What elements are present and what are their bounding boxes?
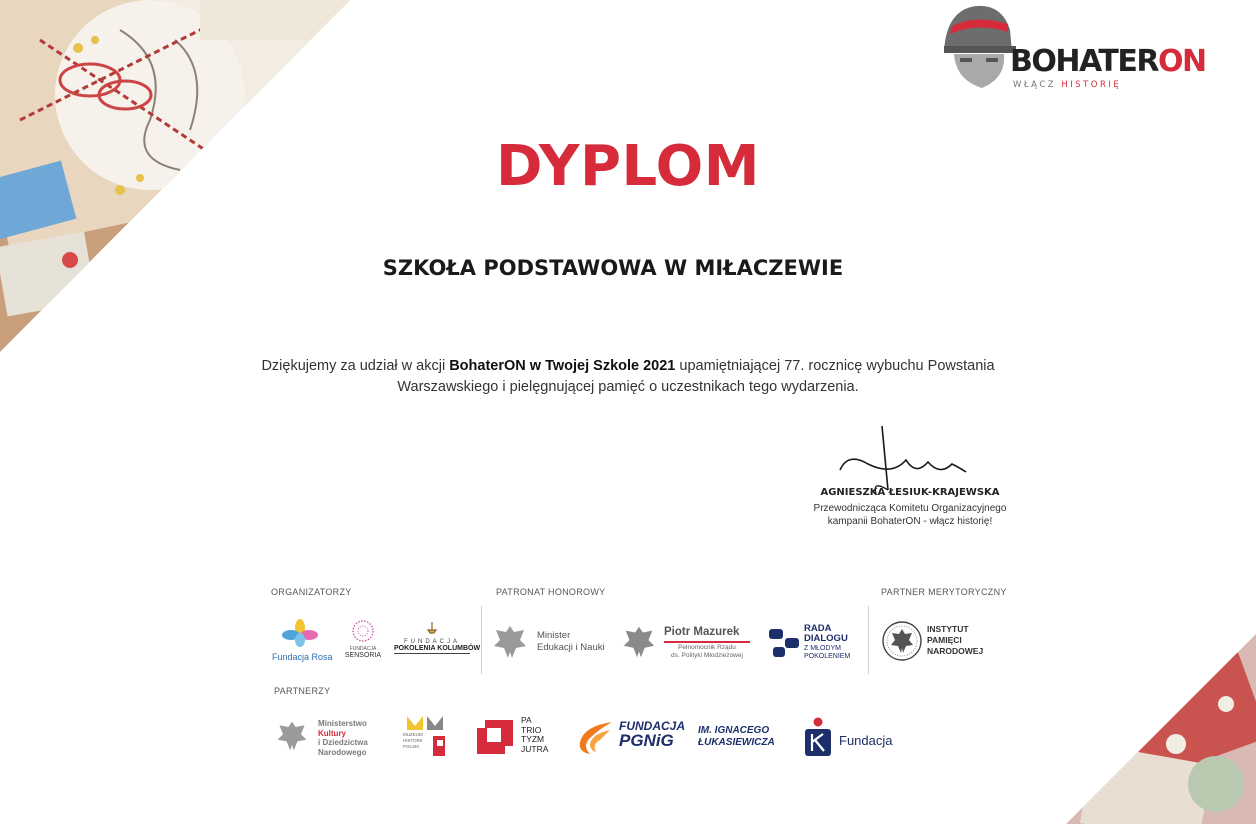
- brand-tagline-main: WŁĄCZ: [1013, 80, 1062, 90]
- mkidn-line4: Narodowego: [318, 747, 367, 757]
- logo-piotr-mazurek: [620, 622, 760, 662]
- rada-line3: Z MŁODYM: [804, 645, 841, 652]
- ipn-seal-icon: [881, 620, 923, 662]
- minister-line2: Edukacji i Nauki: [537, 642, 605, 653]
- logo-rosa-text: Fundacja Rosa: [272, 652, 333, 662]
- logo-minister-edukacji: [490, 622, 610, 662]
- sensoria-icon: [348, 620, 378, 642]
- mazurek-role: [664, 644, 750, 660]
- minister-line1: Minister: [537, 630, 571, 641]
- patronage-label: PATRONAT HONOROWY: [496, 587, 606, 597]
- ipn-line3: NARODOWEJ: [927, 646, 984, 656]
- mazurek-line1: Pełnomocnik Rządu: [678, 644, 736, 651]
- brand-name: [1010, 44, 1206, 79]
- pko-icon: [803, 716, 833, 758]
- body-text-after: upamiętniającej 77. rocznicę wybuchu Powstania Warszawskiego i pielęgnującej pamięć o uczestnikach tego wydarzenia.: [397, 358, 995, 395]
- logo-mkidn: [274, 716, 384, 758]
- mazurek-rule: [664, 641, 750, 643]
- recipient-name: SZKOŁA PODSTAWOWA W MIŁACZEWIE: [382, 256, 844, 280]
- pgnig-line3: IM. IGNACEGO: [698, 725, 770, 736]
- rada-line2: DIALOGU: [804, 633, 848, 644]
- ipn-text: [927, 624, 983, 657]
- separator: [481, 606, 482, 674]
- logo-fundacja-sensoria: [342, 620, 384, 666]
- ship-icon: [425, 621, 439, 635]
- logo-sensoria-text: SENSORIA: [344, 652, 382, 659]
- brand-name-accent: ON: [1157, 44, 1206, 79]
- logo-muzeum-historii-polski: [403, 714, 455, 758]
- logo-fundacja-kolumbow: [394, 620, 481, 666]
- muzeum-line2: HISTORII: [403, 738, 423, 743]
- logo-ipn: [881, 620, 1001, 664]
- logo-patriotyzm-jutra: [475, 716, 560, 758]
- patriotyzm-line2: TRIO: [521, 724, 542, 735]
- diploma-title: DYPLOM: [495, 134, 761, 199]
- mkidn-line1: Ministerstwo: [318, 719, 367, 728]
- mkidn-line2: Kultury: [318, 728, 346, 738]
- signer-role-line2: kampanii BohaterON - włącz historię!: [827, 516, 993, 527]
- logo-rada-dialogu: [767, 624, 862, 664]
- logo-fundacja-pko: [803, 716, 898, 758]
- organizers-label: ORGANIZATORZY: [271, 587, 352, 597]
- rada-text: [804, 624, 848, 644]
- eagle-emblem-icon: [274, 716, 310, 756]
- ipn-line2: PAMIĘCI: [927, 635, 962, 645]
- signer-role: [760, 502, 1060, 528]
- brand-tagline-accent: HISTORIĘ: [1061, 80, 1122, 90]
- rada-sub: [804, 645, 850, 661]
- mazurek-line2: ds. Polityki Młodzieżowej: [671, 652, 743, 659]
- rada-line1: RADA: [804, 623, 832, 634]
- ipn-line1: INSTYTUT: [927, 624, 969, 634]
- brand-name-main: BOHATER: [1010, 44, 1158, 79]
- eagle-emblem-icon: [620, 622, 658, 662]
- partners-label: PARTNERZY: [274, 686, 331, 696]
- logo-sensoria-top: FUNDACJA: [349, 646, 377, 652]
- pgnig-line4: ŁUKASIEWICZA: [698, 737, 775, 748]
- pgnig-name: [619, 720, 685, 750]
- eagle-emblem-icon: [490, 622, 530, 662]
- dialog-bubbles-icon: [767, 626, 801, 660]
- pgnig-line1: FUNDACJA: [619, 719, 685, 733]
- body-text-bold: BohaterON w Twojej Szkole 2021: [449, 358, 676, 374]
- patriotyzm-text: [521, 716, 548, 754]
- pgnig-line2: PGNiG: [619, 731, 674, 750]
- signer-role-line1: Przewodnicząca Komitetu Organizacyjnego: [813, 503, 1007, 514]
- logo-fundacja-pgnig: [574, 716, 784, 758]
- body-text-before: Dziękujemy za udział w akcji: [261, 358, 450, 374]
- muzeum-line1: MUZEUM: [403, 732, 423, 737]
- brand-tagline: [1013, 80, 1121, 90]
- pgnig-flame-icon: [574, 718, 616, 756]
- muzeum-line3: POLSKI: [403, 744, 420, 749]
- diploma-body: [228, 356, 1028, 398]
- logo-kolumbow-text: POKOLENIA KOLUMBÓW: [394, 645, 481, 652]
- logo-fundacja-rosa: [272, 618, 333, 664]
- pko-text: Fundacja: [839, 733, 893, 748]
- patriotyzm-line3: TYZM: [521, 734, 545, 744]
- pgnig-sub: [698, 725, 775, 749]
- bottom-right-decoration: [1066, 634, 1256, 824]
- flower-icon: [272, 618, 328, 648]
- separator: [868, 606, 869, 674]
- rada-line4: POKOLENIEM: [804, 653, 851, 660]
- signer-name: AGNIESZKA ŁESIUK-KRAJEWSKA: [820, 487, 1000, 498]
- patriotyzm-line4: JUTRA: [521, 743, 549, 754]
- mkidn-text: [318, 719, 368, 757]
- substantive-partner-label: PARTNER MERYTORYCZNY: [881, 587, 1007, 597]
- patriotyzm-icon: [475, 718, 515, 756]
- muzeum-text: [403, 732, 423, 750]
- mazurek-name: Piotr Mazurek: [664, 626, 740, 638]
- mkidn-line3: i Dziedzictwa: [318, 738, 368, 747]
- patriotyzm-line1: PA: [521, 715, 532, 725]
- minister-text: [537, 630, 605, 654]
- logo-kolumbow-top: FUNDACJA: [403, 639, 460, 645]
